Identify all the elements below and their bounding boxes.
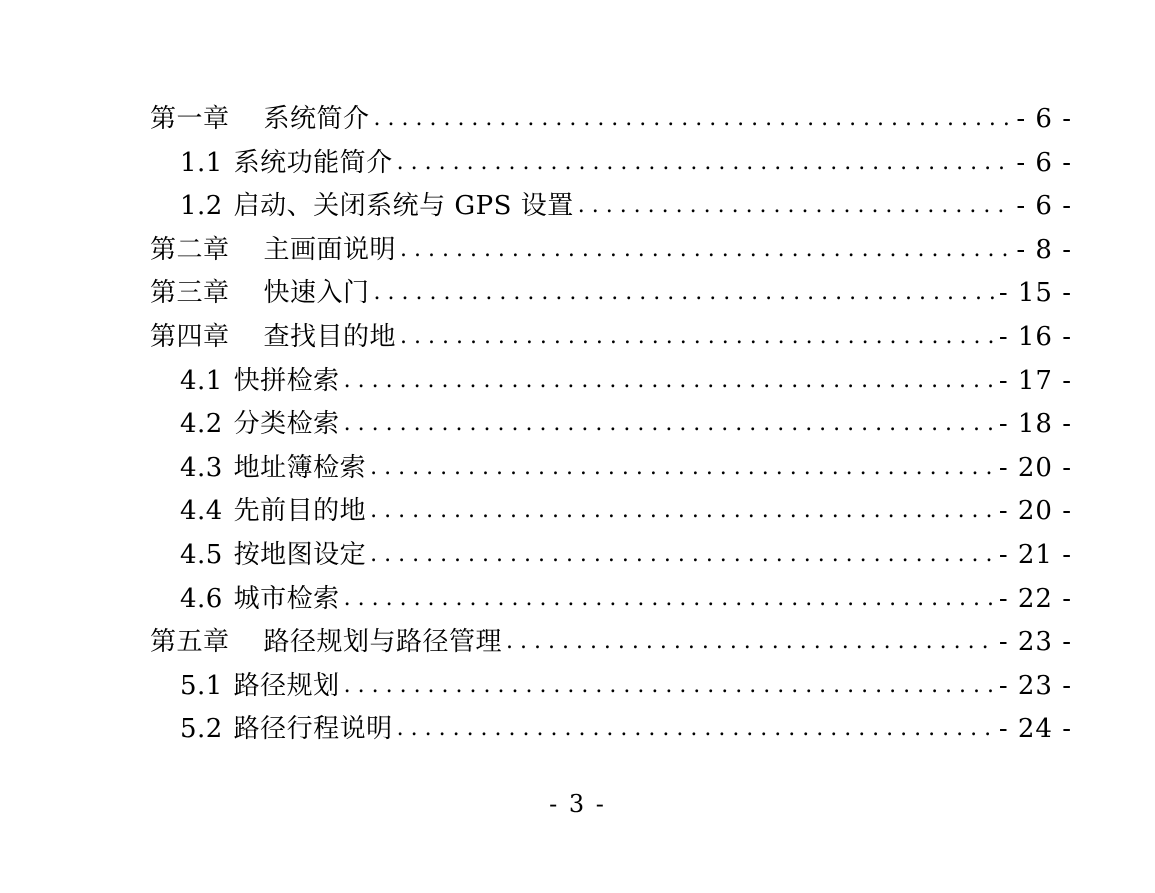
dot-leader xyxy=(397,141,1013,185)
toc-entry-title xyxy=(180,534,366,578)
toc-entry-page: - 17 - xyxy=(998,365,1072,396)
toc-entry[interactable] xyxy=(150,98,1072,142)
toc-entry-page: - 20 - xyxy=(998,496,1072,527)
toc-entry[interactable] xyxy=(150,142,1072,186)
toc-entry[interactable] xyxy=(150,490,1072,534)
toc-entry-title xyxy=(180,578,340,622)
toc-entry-number: 4.4 xyxy=(180,496,223,527)
toc-entry-number: 1.2 xyxy=(180,191,223,222)
toc-entry-number: 第四章 xyxy=(150,321,230,352)
toc-entry-number: 4.6 xyxy=(180,583,223,614)
dot-leader xyxy=(374,97,1013,141)
toc-entry-label: 先前目的地 xyxy=(233,496,367,527)
dot-leader xyxy=(506,620,995,664)
dot-leader xyxy=(370,446,995,490)
toc-entry-title xyxy=(180,490,366,534)
dot-leader xyxy=(400,315,995,359)
dot-leader xyxy=(374,271,995,315)
toc-entry-number: 第一章 xyxy=(150,104,230,134)
toc-entry-label: 查找目的地 xyxy=(263,321,397,352)
dot-leader xyxy=(370,489,995,533)
toc-entry-label: 快速入门 xyxy=(263,278,370,309)
dot-leader xyxy=(400,228,1012,272)
toc-entry[interactable] xyxy=(150,447,1072,491)
toc-entry[interactable] xyxy=(150,708,1072,752)
toc-entry[interactable] xyxy=(150,229,1072,273)
toc-entry-label: 系统功能简介 xyxy=(233,147,393,178)
toc-entry-title xyxy=(180,447,366,491)
toc-entry-page: - 21 - xyxy=(998,539,1072,570)
toc-entry-number: 5.2 xyxy=(180,714,223,745)
toc-entry[interactable] xyxy=(150,665,1072,709)
toc-entry-page: - 6 - xyxy=(1016,191,1072,222)
toc-entry-number: 1.1 xyxy=(180,147,223,178)
toc-entry-title xyxy=(150,621,502,665)
toc-entry-page: - 23 - xyxy=(998,670,1072,701)
toc-entry-title xyxy=(180,403,340,447)
dot-leader xyxy=(370,533,995,577)
toc-entry-label: 快拼检索 xyxy=(233,365,340,396)
toc-entry-label: 城市检索 xyxy=(233,583,340,614)
page-number: - 3 - xyxy=(549,790,606,818)
toc-entry-number: 4.2 xyxy=(180,409,223,440)
toc-entry-title xyxy=(180,360,340,404)
toc-entry-number: 第二章 xyxy=(150,234,230,265)
toc-entry-label: 路径规划 xyxy=(233,670,340,701)
dot-leader xyxy=(578,184,1013,228)
toc-entry-title xyxy=(150,98,370,142)
toc-entry[interactable] xyxy=(150,185,1072,229)
toc-entry-number: 4.1 xyxy=(180,365,223,396)
dot-leader xyxy=(344,402,995,446)
toc-entry-page: - 8 - xyxy=(1016,234,1072,265)
toc-entry-title xyxy=(180,142,393,186)
toc-entry[interactable] xyxy=(150,621,1072,665)
toc-entry-title xyxy=(150,316,396,360)
toc-entry-title xyxy=(180,708,393,752)
toc-entry-label: 路径行程说明 xyxy=(233,714,393,745)
toc-entry[interactable] xyxy=(150,272,1072,316)
dot-leader xyxy=(344,359,995,403)
toc-entry-label: 路径规划与路径管理 xyxy=(263,627,503,658)
table-of-contents xyxy=(150,98,1072,752)
toc-entry-number: 5.1 xyxy=(180,670,223,701)
toc-entry-title xyxy=(180,665,340,709)
toc-entry-page: - 18 - xyxy=(998,409,1072,440)
dot-leader xyxy=(397,707,995,751)
toc-entry-page: - 6 - xyxy=(1016,104,1072,134)
toc-entry-number: 第五章 xyxy=(150,627,230,658)
toc-entry[interactable] xyxy=(150,316,1072,360)
toc-entry-page: - 24 - xyxy=(998,714,1072,745)
toc-entry-number: 4.3 xyxy=(180,452,223,483)
dot-leader xyxy=(344,664,995,708)
toc-entry[interactable] xyxy=(150,578,1072,622)
toc-entry[interactable] xyxy=(150,403,1072,447)
toc-entry[interactable] xyxy=(150,534,1072,578)
toc-entry-label: 地址簿检索 xyxy=(233,452,367,483)
toc-entry-page: - 6 - xyxy=(1016,147,1072,178)
toc-entry-label: 系统简介 xyxy=(263,104,370,134)
toc-entry[interactable] xyxy=(150,360,1072,404)
toc-entry-page: - 22 - xyxy=(998,583,1072,614)
toc-entry-page: - 23 - xyxy=(998,627,1072,658)
toc-entry-label: 主画面说明 xyxy=(263,234,397,265)
toc-entry-label: 分类检索 xyxy=(233,409,340,440)
toc-entry-title xyxy=(150,272,370,316)
toc-entry-label: 按地图设定 xyxy=(233,539,367,570)
toc-entry-page: - 16 - xyxy=(998,321,1072,352)
toc-entry-title xyxy=(180,185,574,229)
toc-entry-label: 启动、关闭系统与 GPS 设置 xyxy=(233,191,574,222)
toc-entry-page: - 15 - xyxy=(998,278,1072,309)
dot-leader xyxy=(344,577,995,621)
toc-entry-number: 4.5 xyxy=(180,539,223,570)
toc-entry-number: 第三章 xyxy=(150,278,230,309)
toc-entry-title xyxy=(150,229,396,273)
toc-entry-page: - 20 - xyxy=(998,452,1072,483)
